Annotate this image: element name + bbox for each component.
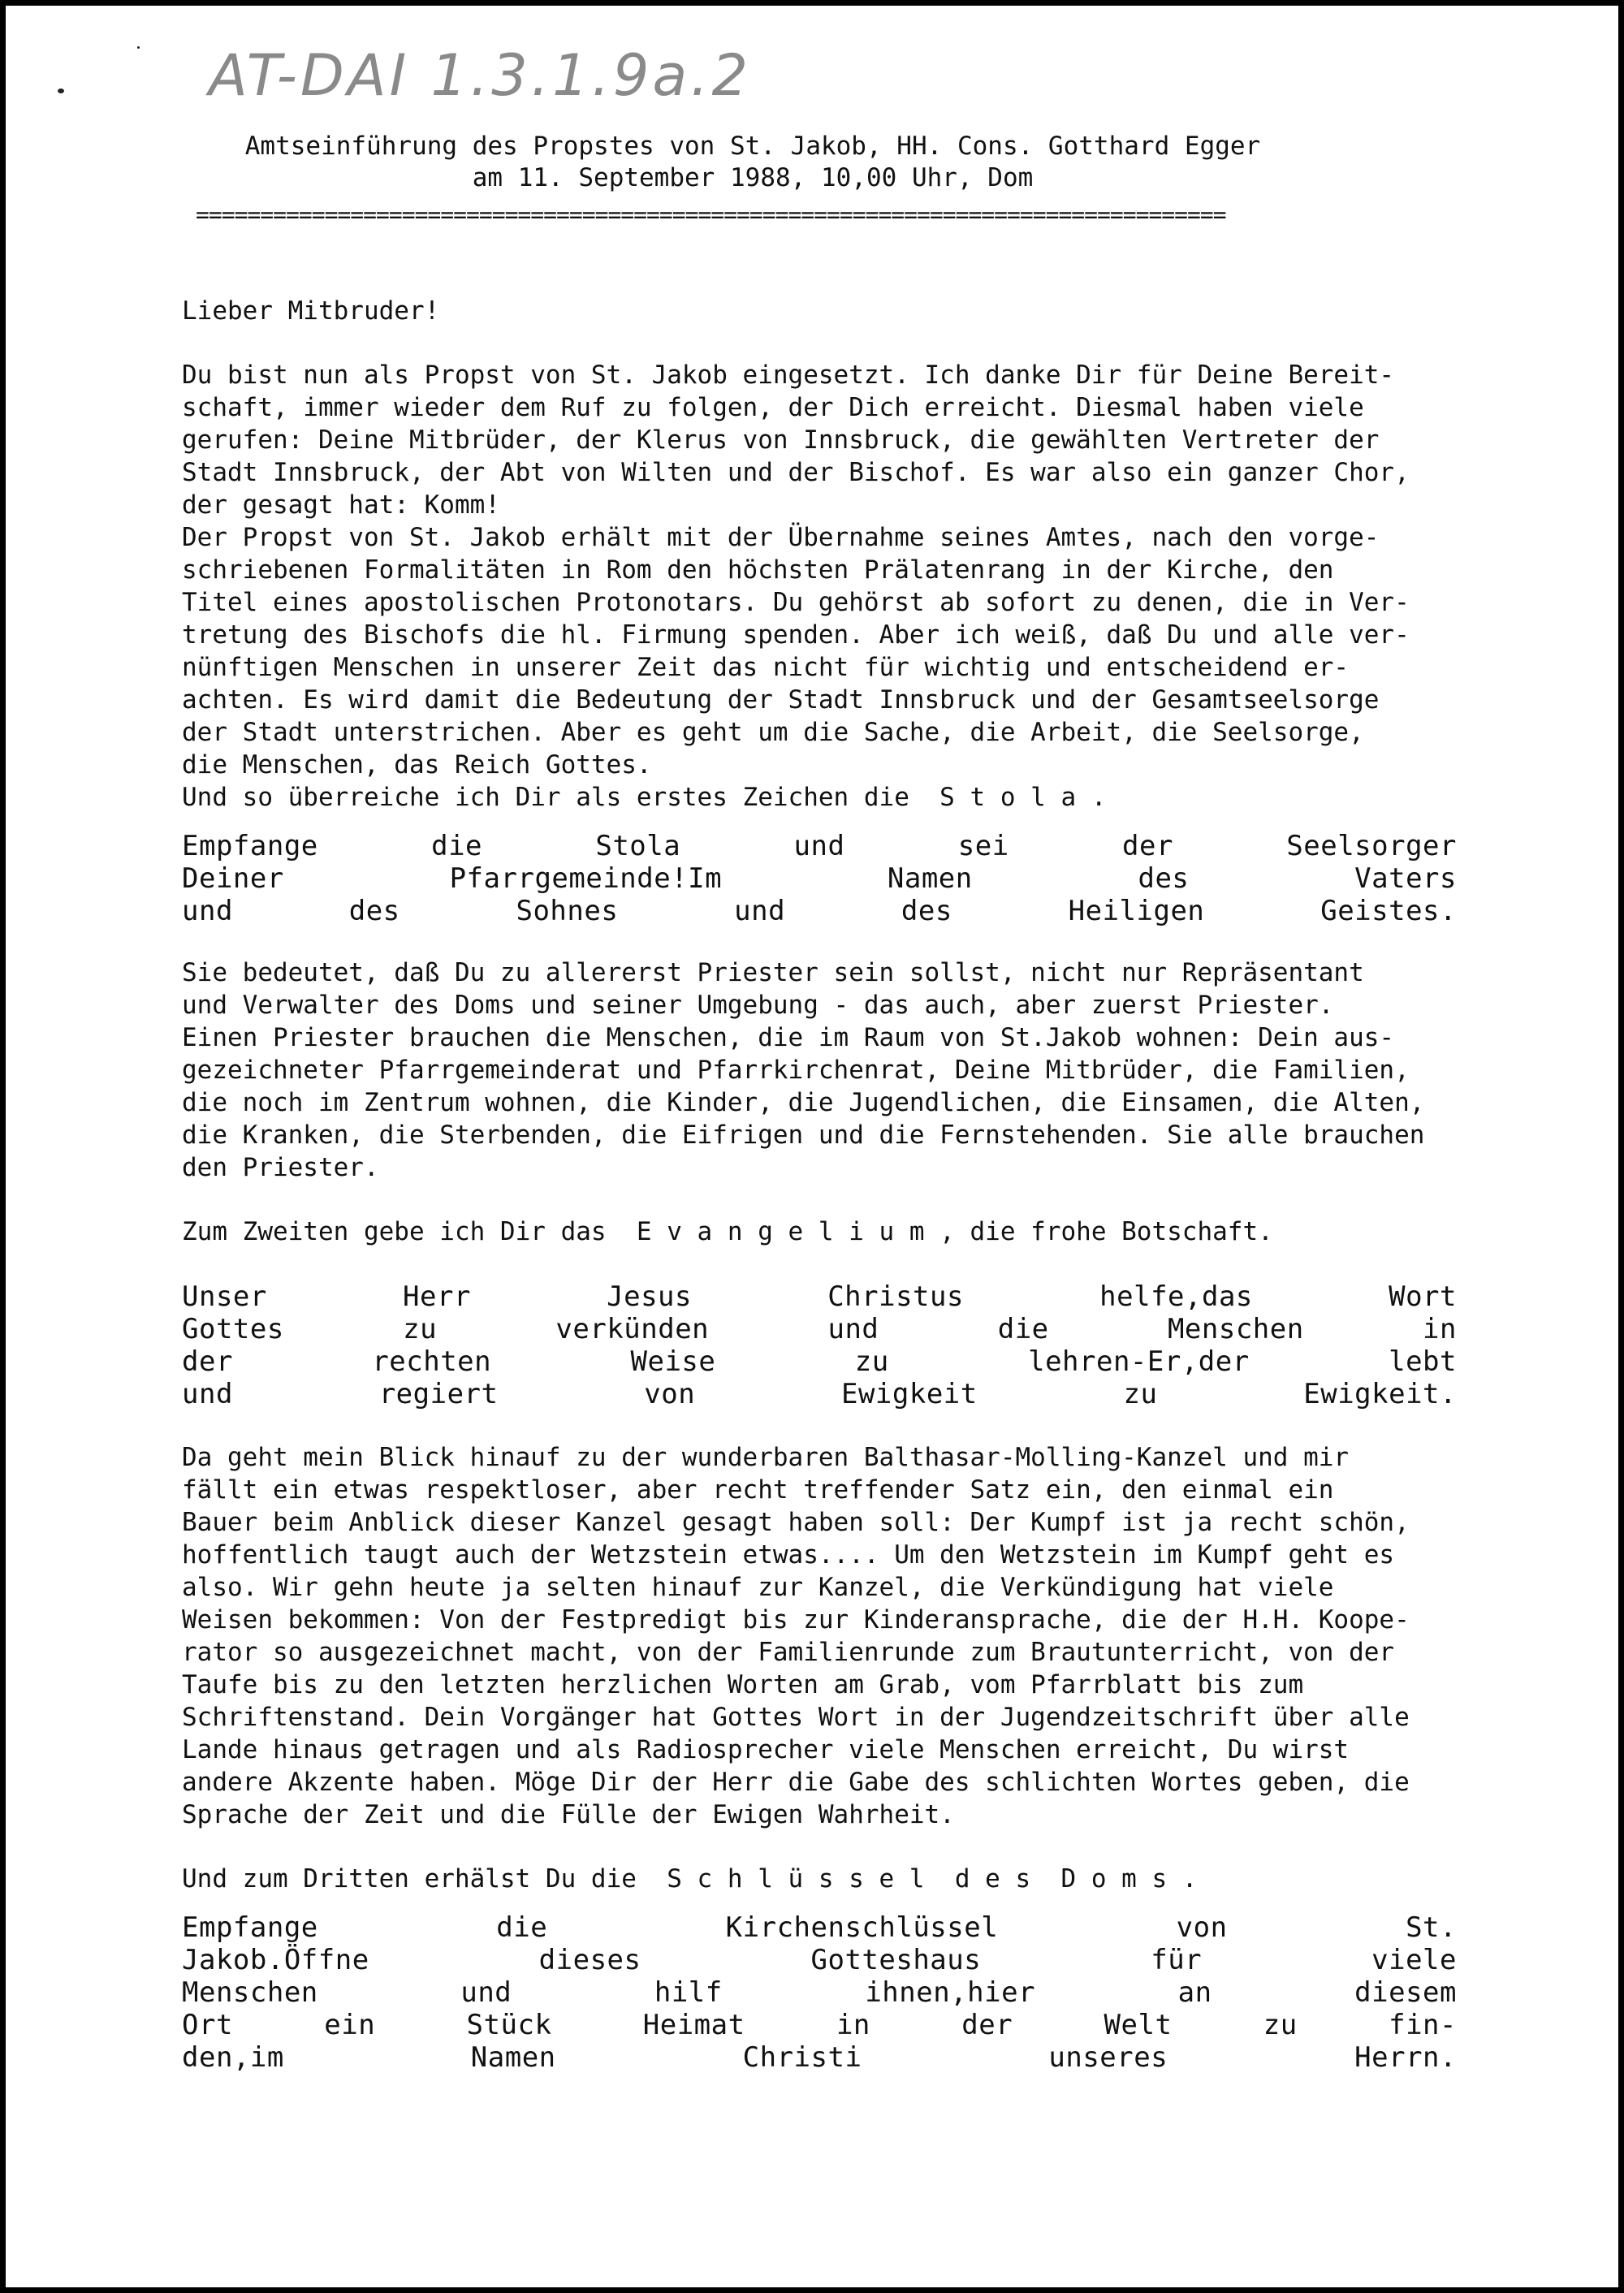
formula-line: Ort ein Stück Heimat in der Welt zu fin- — [182, 2009, 1457, 2041]
text-line: Da geht mein Blick hinauf zu der wunderbaren Balthasar-Molling-Kanzel und mir — [182, 1443, 1350, 1472]
formula-schluessel — [182, 1911, 1457, 2074]
text-line: gerufen: Deine Mitbrüder, der Klerus von Innsbruck, die gewählten Vertreter der — [182, 425, 1380, 455]
text-line: Lande hinaus getragen und als Radiosprecher viele Menschen erreicht, Du wirst — [182, 1735, 1350, 1764]
text-line: nünftigen Menschen in unserer Zeit das nicht für wichtig und entscheidend er- — [182, 653, 1350, 682]
formula-line: Gottes zu verkünden und die Menschen in — [182, 1313, 1457, 1345]
text-line: Bauer beim Anblick dieser Kanzel gesagt haben soll: Der Kumpf ist ja recht schön, — [182, 1508, 1410, 1537]
text-line: also. Wir gehn heute ja selten hinauf zur Kanzel, die Verkündigung hat viele — [182, 1573, 1334, 1602]
text-line: fällt ein etwas respektloser, aber recht treffender Satz ein, den einmal ein — [182, 1475, 1334, 1505]
text-line: schaft, immer wieder dem Ruf zu folgen, der Dich erreicht. Diesmal haben viele — [182, 393, 1364, 422]
text-line: der Stadt unterstrichen. Aber es geht um die Sache, die Arbeit, die Seelsorge, — [182, 718, 1364, 747]
scan-speck — [137, 46, 140, 49]
text-line: Sprache der Zeit und die Fülle der Ewigen Wahrheit. — [182, 1800, 955, 1829]
formula-line: und des Sohnes und des Heiligen Geistes. — [182, 895, 1457, 927]
formula-line: Unser Herr Jesus Christus helfe,das Wort — [182, 1280, 1457, 1313]
formula-line: Menschen und hilf ihnen,hier an diesem — [182, 1976, 1457, 2009]
text-line: Sie bedeutet, daß Du zu allererst Priester sein sollst, nicht nur Repräsentant — [182, 958, 1364, 987]
text-line: die noch im Zentrum wohnen, die Kinder, die Jugendlichen, die Einsamen, die Alten, — [182, 1088, 1425, 1117]
text-line: Stadt Innsbruck, der Abt von Wilten und der Bischof. Es war also ein ganzer Chor, — [182, 458, 1410, 487]
text-line: rator so ausgezeichnet macht, von der Familienrunde zum Brautunterricht, von der — [182, 1638, 1395, 1667]
text-line: Weisen bekommen: Von der Festpredigt bis zur Kinderansprache, die der H.H. Koope- — [182, 1605, 1410, 1634]
formula-line: Jakob.Öffne dieses Gotteshaus für viele — [182, 1944, 1457, 1976]
third-sign-line: Und zum Dritten erhälst Du die S c h l ü s s e l d e s D o m s . — [182, 1864, 1198, 1894]
text-line: Titel eines apostolischen Protonotars. Du gehörst ab sofort zu denen, die in Ver- — [182, 588, 1410, 617]
formula-line: und regiert von Ewigkeit zu Ewigkeit. — [182, 1378, 1457, 1410]
formula-line: den,im Namen Christi unseres Herrn. — [182, 2041, 1457, 2074]
text-line: Du bist nun als Propst von St. Jakob eingesetzt. Ich danke Dir für Deine Bereit- — [182, 361, 1395, 390]
header-line-2: am 11. September 1988, 10,00 Uhr, Dom — [472, 163, 1034, 192]
text-line: andere Akzente haben. Möge Dir der Herr die Gabe des schlichten Wortes geben, die — [182, 1768, 1410, 1797]
text-line: Schriftenstand. Dein Vorgänger hat Gottes Wort in der Jugendzeitschrift über alle — [182, 1703, 1410, 1732]
formula-evangelium — [182, 1280, 1457, 1410]
text-line: die Menschen, das Reich Gottes. — [182, 750, 652, 779]
text-line: achten. Es wird damit die Bedeutung der Stadt Innsbruck und der Gesamtseelsorge — [182, 685, 1380, 715]
formula-line: Empfange die Stola und sei der Seelsorger — [182, 830, 1457, 862]
text-line: hoffentlich taugt auch der Wetzstein etwas.... Um den Wetzstein im Kumpf geht es — [182, 1540, 1395, 1570]
text-line: und Verwalter des Doms und seiner Umgebung - das auch, aber zuerst Priester. — [182, 991, 1334, 1020]
text-line: tretung des Bischofs die hl. Firmung spenden. Aber ich weiß, daß Du und alle ver- — [182, 620, 1410, 650]
second-sign-line: Zum Zweiten gebe ich Dir das E v a n g e l i u m , die frohe Botschaft. — [182, 1217, 1273, 1246]
text-line: die Kranken, die Sterbenden, die Eifrigen und die Fernstehenden. Sie alle brauchen — [182, 1121, 1425, 1150]
scan-speck — [58, 89, 64, 93]
document-page — [6, 6, 1618, 2287]
text-line: gezeichneter Pfarrgemeinderat und Pfarrkirchenrat, Deine Mitbrüder, die Familien, — [182, 1056, 1410, 1085]
text-line: Der Propst von St. Jakob erhält mit der Übernahme seines Amtes, nach den vorge- — [182, 523, 1380, 552]
archive-number: AT-DAI 1.3.1.9a.2 — [209, 42, 752, 109]
salutation: Lieber Mitbruder! — [182, 296, 440, 326]
formula-stola — [182, 830, 1457, 927]
formula-line: Deiner Pfarrgemeinde!Im Namen des Vaters — [182, 862, 1457, 895]
text-line: schriebenen Formalitäten in Rom den höchsten Prälatenrang in der Kirche, den — [182, 555, 1334, 585]
text-line: Und so überreiche ich Dir als erstes Zeichen die S t o l a . — [182, 783, 1107, 812]
text-line: der gesagt hat: Komm! — [182, 490, 500, 520]
formula-line: Empfange die Kirchenschlüssel von St. — [182, 1911, 1457, 1944]
header-rule: ================================================================================ — [196, 201, 1226, 228]
formula-line: der rechten Weise zu lehren-Er,der lebt — [182, 1345, 1457, 1378]
header-line-1: Amtseinführung des Propstes von St. Jakob, HH. Cons. Gotthard Egger — [244, 132, 1261, 161]
text-line: Taufe bis zu den letzten herzlichen Worten am Grab, vom Pfarrblatt bis zum — [182, 1670, 1304, 1699]
text-line: den Priester. — [182, 1153, 379, 1182]
text-line: Einen Priester brauchen die Menschen, die im Raum von St.Jakob wohnen: Dein aus- — [182, 1023, 1395, 1052]
